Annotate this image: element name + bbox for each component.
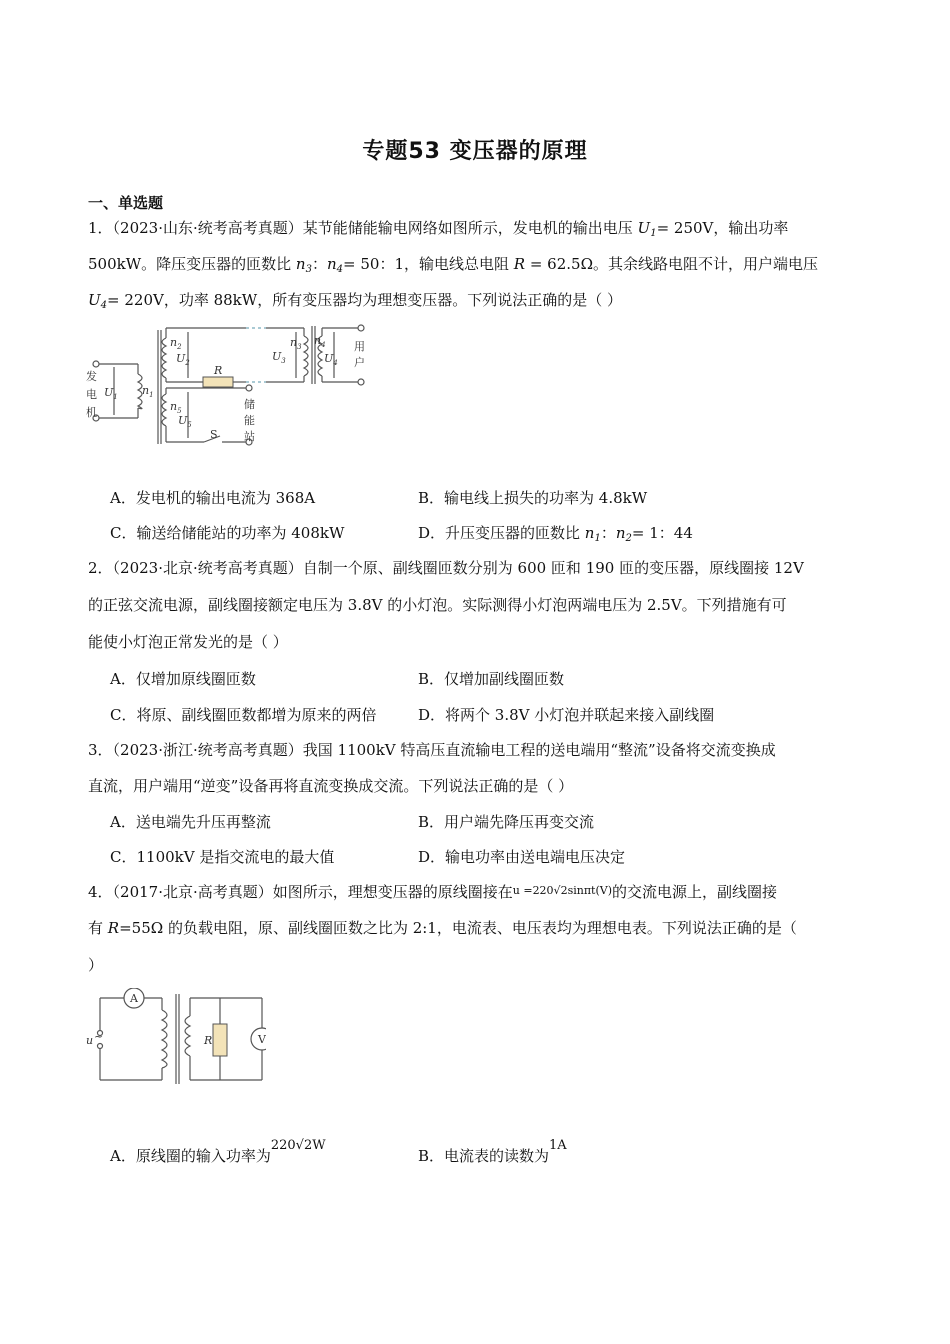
svg-text:R: R (204, 1034, 213, 1047)
q4-line-3: ） (88, 956, 104, 974)
q2-option-b: B．仅增加副线圈匝数 (418, 670, 565, 688)
q4-circuit-diagram (86, 988, 266, 1088)
q2-line-1: 2．（2023·北京·统考高考真题）自制一个原、副线圈匝数分别为 600 匝和 190 匝的变压器，原线圈接 12V (88, 559, 804, 577)
q4-option-a: A．原线圈的输入功率为220√2W (110, 1138, 326, 1165)
svg-text:U3: $U_3$ (272, 350, 286, 365)
svg-text:储: 储 (244, 398, 255, 411)
q1-option-d: D．升压变压器的匝数比 $n_1$：$n_2= 1$：44 (418, 524, 693, 544)
q3-line-1: 3．（2023·浙江·统考高考真题）我国 1100kV 特高压直流输电工程的送电端用“整流”设备将交流变换成 (88, 741, 776, 759)
svg-text:U2: $U_2$ (176, 352, 190, 367)
q4-line-1: 4．（2017·北京·高考真题）如图所示，理想变压器的原线圈接在$^{u =220√2sin\pi t(V)}$的交流电源上，副线圈接 (88, 883, 778, 901)
svg-text:n5: $n_5$ (170, 400, 182, 415)
q3-line-2: 直流，用户端用“逆变”设备再将直流变换成交流。下列说法正确的是（ ） (88, 777, 574, 795)
svg-text:S: S (210, 428, 218, 441)
q1-line-3: $U_4= 220V$，功率 88kW，所有变压器均为理想变压器。下列说法正确的是（ ） (88, 291, 622, 311)
q3-option-a: A．送电端先升压再整流 (110, 813, 271, 831)
svg-text:U4: $U_4$ (324, 352, 338, 367)
page-title: 专题53 变压器的原理 (362, 139, 588, 164)
svg-text:机: 机 (86, 406, 97, 419)
svg-text:U1: $U_1$ (104, 386, 118, 401)
svg-text:n1: $n_1$ (142, 384, 154, 399)
q4-formula: u =220√2sinπt(V) (512, 884, 612, 897)
q1-option-a: A．发电机的输出电流为 368A (110, 489, 316, 507)
q3-option-b: B．用户端先降压再变交流 (418, 813, 595, 831)
q1-line-2: 500kW。降压变压器的匝数比 $n_3$：$n_4= 50$：1，输电线总电阻 R = 62.5Ω。其余线路电阻不计，用户端电压 (88, 255, 819, 275)
q3-option-d: D．输电功率由送电端电压决定 (418, 848, 626, 866)
section-heading: 一、单选题 (88, 194, 164, 212)
q1-circuit-diagram (86, 322, 376, 452)
q4-option-b: B．电流表的读数为1A (418, 1138, 567, 1165)
svg-text:A: A (130, 992, 138, 1005)
svg-text:能: 能 (244, 414, 255, 427)
q2-line-2: 的正弦交流电源，副线圈接额定电压为 3.8V 的小灯泡。实际测得小灯泡两端电压为 2.5V。下列措施有可 (88, 596, 787, 614)
q4-line-2: 有 R=55Ω 的负载电阻，原、副线圈匝数之比为 2:1，电流表、电压表均为理想电表。下列说法正确的是（ (88, 919, 797, 937)
svg-text:n2: $n_2$ (170, 336, 182, 351)
q2-option-a: A．仅增加原线圈匝数 (110, 670, 256, 688)
svg-text:站: 站 (244, 430, 255, 443)
q2-option-d: D．将两个 3.8V 小灯泡并联起来接入副线圈 (418, 706, 715, 724)
q1-option-c: C．输送给储能站的功率为 408kW (110, 524, 345, 542)
q2-line-3: 能使小灯泡正常发光的是（ ） (88, 633, 288, 651)
q1-option-b: B．输电线上损失的功率为 4.8kW (418, 489, 648, 507)
svg-text:V: V (258, 1033, 266, 1046)
svg-text:用: 用 (354, 340, 365, 353)
svg-text:发: 发 (86, 370, 97, 383)
svg-text:U5: $U_5$ (178, 414, 192, 429)
q1-line-1: 1．（2023·山东·统考高考真题）某节能储能输电网络如图所示，发电机的输出电压 $U_1= 250V$，输出功率 (88, 219, 789, 239)
svg-text:R: R (214, 364, 223, 377)
svg-text:u: u (86, 1034, 94, 1047)
svg-text:n4: $n_4$ (314, 334, 326, 349)
q2-option-c: C．将原、副线圈匝数都增为原来的两倍 (110, 706, 377, 724)
svg-text:n3: $n_3$ (290, 336, 302, 351)
svg-text:户: 户 (354, 356, 365, 369)
svg-text:~: ~ (94, 1030, 104, 1043)
q3-option-c: C．1100kV 是指交流电的最大值 (110, 848, 335, 866)
svg-text:电: 电 (86, 388, 97, 401)
